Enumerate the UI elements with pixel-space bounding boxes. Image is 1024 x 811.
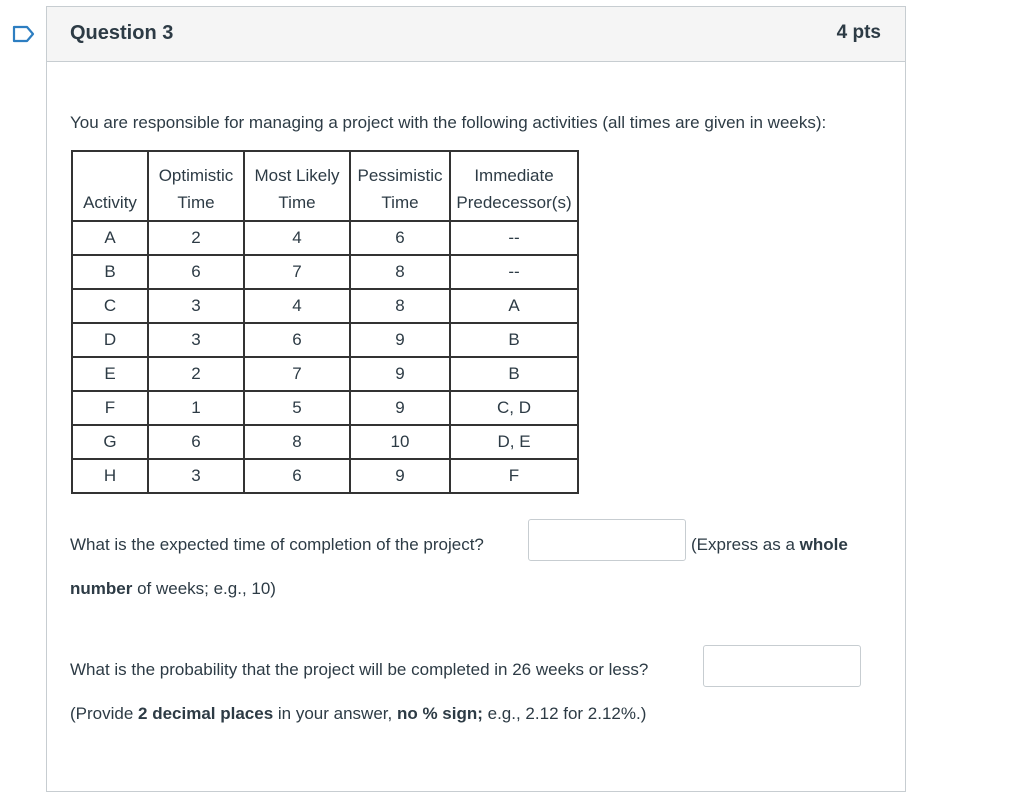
- header-optimistic-time: Optimistic Time: [148, 151, 244, 221]
- q1-note-line2: [70, 579, 276, 599]
- activities-table: [71, 150, 579, 494]
- table-row: [72, 391, 578, 425]
- cell-pessimistic: 9: [350, 459, 450, 493]
- table-row: [72, 255, 578, 289]
- cell-optimistic: 3: [148, 323, 244, 357]
- cell-optimistic: 1: [148, 391, 244, 425]
- cell-pessimistic: 9: [350, 357, 450, 391]
- cell-activity: C: [72, 289, 148, 323]
- bookmark-flag-icon[interactable]: [12, 25, 36, 43]
- cell-most-likely: 8: [244, 425, 350, 459]
- q2-note: [70, 704, 646, 724]
- cell-predecessors: B: [450, 357, 578, 391]
- cell-optimistic: 6: [148, 255, 244, 289]
- cell-pessimistic: 8: [350, 289, 450, 323]
- table-row: [72, 459, 578, 493]
- cell-predecessors: B: [450, 323, 578, 357]
- cell-most-likely: 7: [244, 255, 350, 289]
- cell-most-likely: 7: [244, 357, 350, 391]
- table-row: [72, 425, 578, 459]
- question-card: [46, 6, 906, 792]
- q2-answer-input[interactable]: [703, 645, 861, 687]
- q2-note-suffix: e.g., 2.12 for 2.12%.): [482, 704, 647, 723]
- q2-note-bold-no-percent: no % sign;: [396, 704, 483, 723]
- cell-pessimistic: 9: [350, 323, 450, 357]
- cell-optimistic: 2: [148, 357, 244, 391]
- cell-most-likely: 5: [244, 391, 350, 425]
- table-row: [72, 357, 578, 391]
- header-most-likely-time: Most Likely Time: [244, 151, 350, 221]
- q1-note-bold-whole: whole: [799, 535, 848, 554]
- q2-note-bold-decimals: 2 decimal places: [138, 704, 274, 723]
- cell-predecessors: F: [450, 459, 578, 493]
- q1-note-suffix: of weeks; e.g., 10): [132, 579, 276, 598]
- q1-note-line1: [691, 535, 848, 555]
- cell-activity: D: [72, 323, 148, 357]
- cell-activity: A: [72, 221, 148, 255]
- q2-note-middle: in your answer,: [273, 704, 397, 723]
- cell-predecessors: A: [450, 289, 578, 323]
- table-header-row: [72, 151, 578, 221]
- cell-optimistic: 6: [148, 425, 244, 459]
- q2-prompt: What is the probability that the project will be completed in 26 weeks or less?: [70, 660, 649, 679]
- cell-activity: H: [72, 459, 148, 493]
- q1-note-bold-number: number: [70, 579, 133, 598]
- cell-optimistic: 3: [148, 289, 244, 323]
- cell-pessimistic: 10: [350, 425, 450, 459]
- cell-activity: E: [72, 357, 148, 391]
- q2-note-prefix: (Provide: [70, 704, 139, 723]
- table-row: [72, 289, 578, 323]
- cell-optimistic: 2: [148, 221, 244, 255]
- cell-predecessors: --: [450, 255, 578, 289]
- cell-activity: B: [72, 255, 148, 289]
- question-points: 4 pts: [836, 22, 881, 43]
- cell-predecessors: --: [450, 221, 578, 255]
- cell-most-likely: 6: [244, 323, 350, 357]
- q1-answer-input[interactable]: [528, 519, 686, 561]
- cell-pessimistic: 8: [350, 255, 450, 289]
- cell-predecessors: D, E: [450, 425, 578, 459]
- table-row: [72, 323, 578, 357]
- table-row: [72, 221, 578, 255]
- q1-note-prefix: (Express as a: [691, 535, 800, 554]
- question-title: Question 3: [70, 22, 174, 44]
- cell-activity: G: [72, 425, 148, 459]
- q1-prompt: What is the expected time of completion of the project?: [70, 535, 484, 554]
- header-activity: Activity: [72, 151, 148, 221]
- header-pessimistic-time: Pessimistic Time: [350, 151, 450, 221]
- cell-most-likely: 4: [244, 289, 350, 323]
- cell-pessimistic: 6: [350, 221, 450, 255]
- cell-most-likely: 4: [244, 221, 350, 255]
- cell-predecessors: C, D: [450, 391, 578, 425]
- question-intro: You are responsible for managing a project with the following activities (all times are given in weeks):: [70, 113, 827, 132]
- cell-optimistic: 3: [148, 459, 244, 493]
- cell-most-likely: 6: [244, 459, 350, 493]
- question-header: [47, 7, 905, 62]
- cell-activity: F: [72, 391, 148, 425]
- cell-pessimistic: 9: [350, 391, 450, 425]
- header-immediate-predecessors: Immediate Predecessor(s): [450, 151, 578, 221]
